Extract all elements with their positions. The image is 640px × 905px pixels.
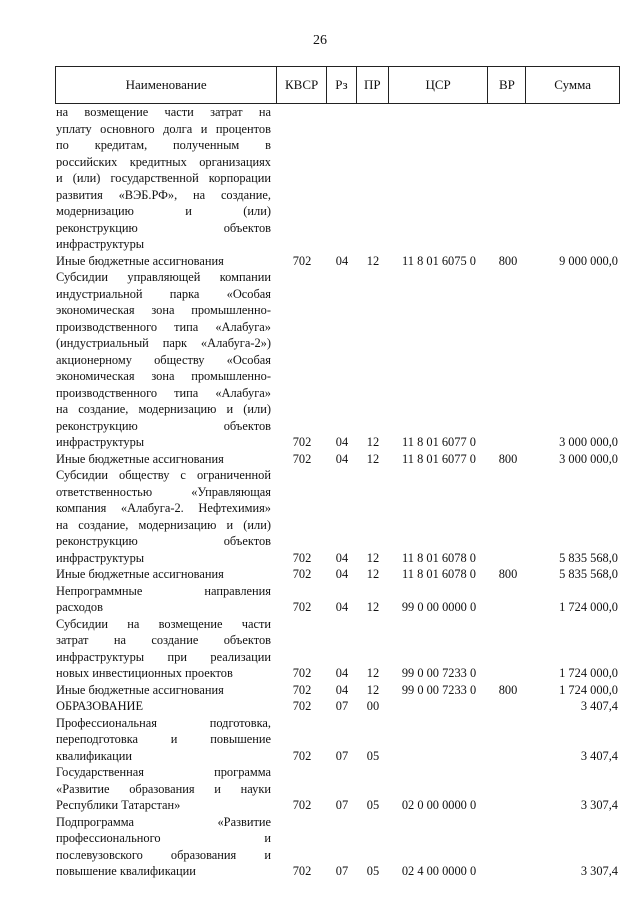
row-csr: 02 0 00 0000 0 — [401, 798, 477, 812]
row-kvsr: 702 — [292, 748, 312, 763]
row-pr: 12 — [366, 435, 380, 449]
header-pr: ПР — [357, 67, 389, 103]
row-name-line: развития «ВЭБ.РФ», на создание, — [56, 187, 271, 202]
row-name-line: (индустриальный парк «Алабуга-2») — [56, 336, 271, 350]
row-sum: 1 724 000,0 — [559, 600, 618, 614]
row-name-line: квалификации — [56, 748, 133, 763]
row-pr: 00 — [366, 699, 380, 713]
row-vr: 800 — [498, 682, 518, 697]
row-rz: 04 — [335, 567, 349, 581]
row-name-line: затрат на создание объектов — [56, 633, 271, 647]
row-name-line: Иные бюджетные ассигнования — [56, 567, 224, 581]
row-name-line: инфраструктуры при реализации — [56, 649, 271, 664]
row-csr: 11 8 01 6075 0 — [402, 253, 476, 268]
table-row — [55, 583, 620, 616]
row-name — [55, 764, 277, 814]
row-pr: 12 — [366, 567, 380, 581]
row-name — [55, 269, 277, 451]
row-vr: 800 — [498, 567, 518, 581]
table-row — [55, 616, 620, 682]
row-pr: 05 — [366, 864, 380, 878]
row-name-line: послевузовского образования и — [56, 847, 271, 862]
row-name-line: и (или) государственной корпорации — [56, 171, 271, 185]
row-name-line: новых инвестиционных проектов — [56, 666, 233, 680]
row-name-line: Иные бюджетные ассигнования — [56, 682, 224, 697]
header-rz: Рз — [327, 67, 357, 103]
table-row — [55, 451, 620, 468]
row-name-line: Государственная программа — [56, 765, 271, 779]
row-name-line: Иные бюджетные ассигнования — [56, 451, 224, 466]
row-name-line: на создание, модернизацию и (или) — [56, 402, 271, 416]
row-kvsr: 702 — [292, 864, 312, 878]
row-name-line: Иные бюджетные ассигнования — [56, 253, 224, 268]
row-pr: 05 — [366, 798, 380, 812]
row-name-line: Профессиональная подготовка, — [56, 715, 271, 730]
row-name-line: профессионального и — [56, 831, 271, 845]
table-row — [55, 269, 620, 451]
page-number: 26 — [313, 33, 327, 48]
row-rz: 07 — [335, 748, 349, 763]
row-kvsr: 702 — [292, 682, 312, 697]
row-kvsr: 702 — [292, 600, 312, 614]
row-name-line: Субсидии на возмещение части — [56, 616, 271, 631]
row-name — [55, 814, 277, 880]
row-name — [55, 467, 277, 566]
row-sum: 1 724 000,0 — [559, 682, 618, 697]
row-name-line: повышение квалификации — [56, 864, 196, 878]
header-csr: ЦСР — [389, 67, 489, 103]
row-pr: 12 — [366, 682, 380, 697]
row-kvsr: 702 — [292, 253, 312, 268]
row-csr: 11 8 01 6077 0 — [402, 451, 476, 466]
row-csr: 99 0 00 0000 0 — [401, 600, 477, 614]
row-name-line: экономическая зона промышленно- — [56, 369, 271, 383]
row-name-line: уплату основного долга и процентов — [56, 121, 271, 136]
row-name — [55, 451, 277, 468]
row-name-line: реконструкцию объектов — [56, 418, 271, 433]
row-name-line: Подпрограмма «Развитие — [56, 814, 271, 829]
row-csr: 02 4 00 0000 0 — [401, 864, 477, 878]
row-csr: 11 8 01 6078 0 — [402, 567, 476, 581]
row-pr: 12 — [366, 550, 380, 565]
row-name-line: акционерному обществу «Особая — [56, 352, 271, 367]
table-row — [55, 814, 620, 880]
row-name-line: индустриальной парка «Особая — [56, 286, 271, 301]
header-sum: Сумма — [554, 77, 592, 92]
row-name-line: компания «Алабуга-2. Нефтехимия» — [56, 501, 271, 515]
table-row — [55, 715, 620, 765]
table-header — [55, 66, 620, 104]
row-sum: 3 000 000,0 — [559, 451, 618, 466]
row-rz: 04 — [335, 550, 349, 565]
row-name-line: реконструкцию объектов — [56, 220, 271, 235]
row-name-line: Субсидии управляющей компании — [56, 270, 271, 284]
row-name — [55, 253, 277, 270]
row-rz: 04 — [335, 682, 349, 697]
row-name-line: реконструкцию объектов — [56, 534, 271, 548]
row-name-line: производственного типа «Алабуга» — [56, 319, 271, 334]
row-name-line: на создание, модернизацию и (или) — [56, 517, 271, 532]
row-sum: 5 835 568,0 — [559, 550, 618, 565]
row-sum: 3 407,4 — [580, 699, 618, 713]
row-vr: 800 — [498, 253, 518, 268]
row-sum: 3 000 000,0 — [559, 435, 618, 449]
table-row — [55, 467, 620, 566]
row-name-line: российских кредитных организациях — [56, 154, 271, 169]
row-vr: 800 — [498, 451, 518, 466]
header-kvsr: КВСР — [277, 67, 327, 103]
row-rz: 04 — [335, 253, 349, 268]
row-sum: 3 407,4 — [580, 748, 618, 763]
row-kvsr: 702 — [292, 666, 312, 680]
row-kvsr: 702 — [292, 435, 312, 449]
row-kvsr: 702 — [292, 798, 312, 812]
row-kvsr: 702 — [292, 451, 312, 466]
row-name-line: расходов — [56, 600, 103, 614]
table-row — [55, 682, 620, 699]
row-name — [55, 104, 277, 253]
row-pr: 12 — [366, 666, 380, 680]
row-kvsr: 702 — [292, 699, 312, 713]
row-name — [55, 715, 277, 765]
row-pr: 05 — [366, 748, 380, 763]
table-body — [55, 104, 620, 880]
row-csr: 11 8 01 6077 0 — [402, 435, 476, 449]
row-name-line: инфраструктуры — [56, 550, 145, 565]
row-name — [55, 566, 277, 583]
row-name-line: инфраструктуры — [56, 237, 145, 251]
row-sum: 5 835 568,0 — [559, 567, 618, 581]
row-name-line: производственного типа «Алабуга» — [56, 385, 271, 400]
row-rz: 07 — [335, 699, 349, 713]
row-name — [55, 616, 277, 682]
row-rz: 04 — [335, 451, 349, 466]
header-vr: ВР — [488, 67, 526, 103]
table-row — [55, 253, 620, 270]
row-rz: 07 — [335, 798, 349, 812]
table-row — [55, 698, 620, 715]
row-name-line: Республики Татарстан» — [56, 798, 181, 812]
table-row — [55, 566, 620, 583]
row-sum: 3 307,4 — [580, 798, 618, 812]
row-name-line: «Развитие образования и науки — [56, 781, 271, 796]
row-name-line: Непрограммные направления — [56, 583, 271, 598]
row-kvsr: 702 — [292, 567, 312, 581]
row-name — [55, 583, 277, 616]
row-name — [55, 682, 277, 699]
row-name-line: модернизацию и (или) — [56, 204, 271, 218]
row-sum: 1 724 000,0 — [559, 666, 618, 680]
row-csr: 99 0 00 7233 0 — [401, 682, 477, 697]
row-kvsr: 702 — [292, 550, 312, 565]
row-pr: 12 — [366, 600, 380, 614]
row-name-line: переподготовка и повышение — [56, 732, 271, 746]
row-name-line: ОБРАЗОВАНИЕ — [56, 699, 144, 713]
row-name-line: по кредитам, полученным в — [56, 138, 271, 152]
row-name-line: Субсидии обществу с ограниченной — [56, 468, 271, 482]
row-rz: 04 — [335, 435, 349, 449]
row-name-line: экономическая зона промышленно- — [56, 303, 271, 317]
table-row — [55, 104, 620, 253]
row-sum: 9 000 000,0 — [559, 253, 618, 268]
row-name-line: на возмещение части затрат на — [56, 105, 271, 119]
row-name-line: инфраструктуры — [56, 435, 145, 449]
row-rz: 07 — [335, 864, 349, 878]
row-name — [55, 698, 277, 715]
row-csr: 99 0 00 7233 0 — [401, 666, 477, 680]
row-rz: 04 — [335, 600, 349, 614]
row-name-line: ответственностью «Управляющая — [56, 484, 271, 499]
row-pr: 12 — [366, 451, 380, 466]
table-row — [55, 764, 620, 814]
row-csr: 11 8 01 6078 0 — [402, 550, 476, 565]
header-name: Наименование — [56, 67, 277, 103]
row-pr: 12 — [366, 253, 380, 268]
row-rz: 04 — [335, 666, 349, 680]
row-sum: 3 307,4 — [580, 864, 618, 878]
